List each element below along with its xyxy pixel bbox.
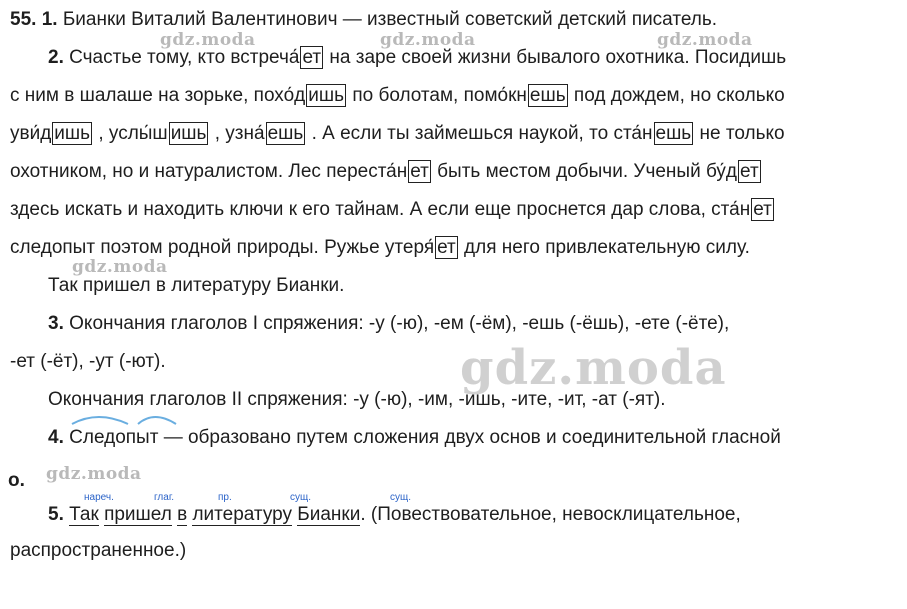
sentence-word: Бианки (297, 504, 361, 525)
word-part: След (69, 427, 116, 448)
text: не только (699, 123, 785, 144)
text: — образовано путем сложения двух основ и соединительной гласной (163, 427, 781, 448)
item-number: 4. (48, 427, 64, 448)
paragraph-5-line-1 (48, 497, 907, 533)
ending-box: ишь (170, 123, 207, 144)
text: Счастье тому, кто встреча́ (69, 47, 300, 68)
text: , услы́ш (98, 123, 168, 144)
text: быть местом добычи. Ученый бу́д (437, 161, 738, 182)
word-part: пыт (125, 427, 159, 448)
ending-box: ешь (529, 85, 566, 106)
watermark: gdz.moda (72, 257, 168, 277)
text: для него привлекательную силу. (464, 237, 750, 258)
watermark: gdz.moda (657, 30, 753, 50)
text: распространенное.) (10, 540, 187, 561)
ending-box: ет (410, 161, 429, 182)
paragraph-1 (10, 2, 907, 38)
text: . (Повествовательное, невосклицательное, (360, 504, 741, 525)
paragraph-2-line-5 (10, 192, 907, 228)
ending-box: ешь (267, 123, 304, 144)
text: , узна́ (214, 123, 265, 144)
pos-label: пр. (218, 492, 232, 503)
text: здесь искать и находить ключи к его тайнам. А если еще проснется дар слова, ста́н (10, 199, 751, 220)
text: Так пришел в литературу Бианки. (48, 275, 345, 296)
item-number: 55. 1. (10, 9, 58, 30)
watermark: gdz.moda (46, 464, 142, 484)
watermark: gdz.moda (160, 30, 256, 50)
text: следопыт поэтом родной природы. Ружье утеря́ (10, 237, 435, 258)
pos-label: сущ. (290, 492, 312, 503)
ending-box: ишь (308, 85, 345, 106)
ending-box: ет (753, 199, 772, 220)
sentence-word: литературу (192, 504, 292, 525)
ending-box: ет (437, 237, 456, 258)
text: под дождем, но сколько (573, 85, 785, 106)
ending-box: ишь (54, 123, 91, 144)
paragraph-4-tail: о. (8, 470, 25, 491)
text: Окончания глаголов I спряжения: -у (-ю), -ем (-ём), -ешь (-ёшь), -ете (-ёте), (69, 313, 730, 334)
watermark: gdz.moda (380, 30, 476, 50)
paragraph-2-line-7 (48, 268, 907, 304)
text: с ним в шалаше на зорьке, похо́д (10, 85, 306, 106)
item-number: 5. (48, 504, 64, 525)
ending-box: ет (302, 47, 322, 68)
paragraph-2-line-4 (10, 154, 907, 190)
paragraph-2-line-1 (48, 40, 907, 76)
watermark-large: gdz.moda (460, 340, 727, 396)
text: -ет (-ёт), -ут (-ют). (10, 351, 166, 372)
item-number: 2. (48, 47, 64, 68)
pos-label: сущ. (390, 492, 412, 503)
paragraph-4-line-1 (48, 420, 907, 456)
item-number: 3. (48, 313, 64, 334)
text: уви́д (10, 123, 52, 144)
paragraph-3-line-1 (48, 306, 907, 342)
pos-label: глаг. (154, 492, 175, 503)
sentence-word: пришел (104, 504, 172, 525)
paragraph-2-line-2 (10, 78, 907, 114)
word-part: о (115, 427, 126, 448)
text: . А если ты займешься наукой, то ста́н (311, 123, 653, 144)
sentence-word: Так (69, 504, 99, 525)
paragraph-2-line-6 (10, 230, 907, 266)
paragraph-2-line-3 (10, 116, 907, 152)
ending-box: ешь (655, 123, 692, 144)
text: Окончания глаголов II спряжения: -у (-ю), -им, -ишь, -ите, -ит, -ат (-ят). (48, 389, 666, 410)
text: охотником, но и натуралистом. Лес переста́н (10, 161, 408, 182)
text: по болотам, помо́кн (352, 85, 527, 106)
pos-label: нареч. (84, 492, 114, 503)
ending-box: ет (740, 161, 759, 182)
paragraph-5-line-2 (10, 533, 907, 569)
paragraph-text: Бианки Виталий Валентинович — известный советский детский писатель. (62, 9, 718, 30)
paragraph-3-line-2 (10, 344, 907, 380)
text: на заре своей жизни бывалого охотника. Посидишь (329, 47, 787, 68)
sentence-word: в (177, 504, 188, 525)
